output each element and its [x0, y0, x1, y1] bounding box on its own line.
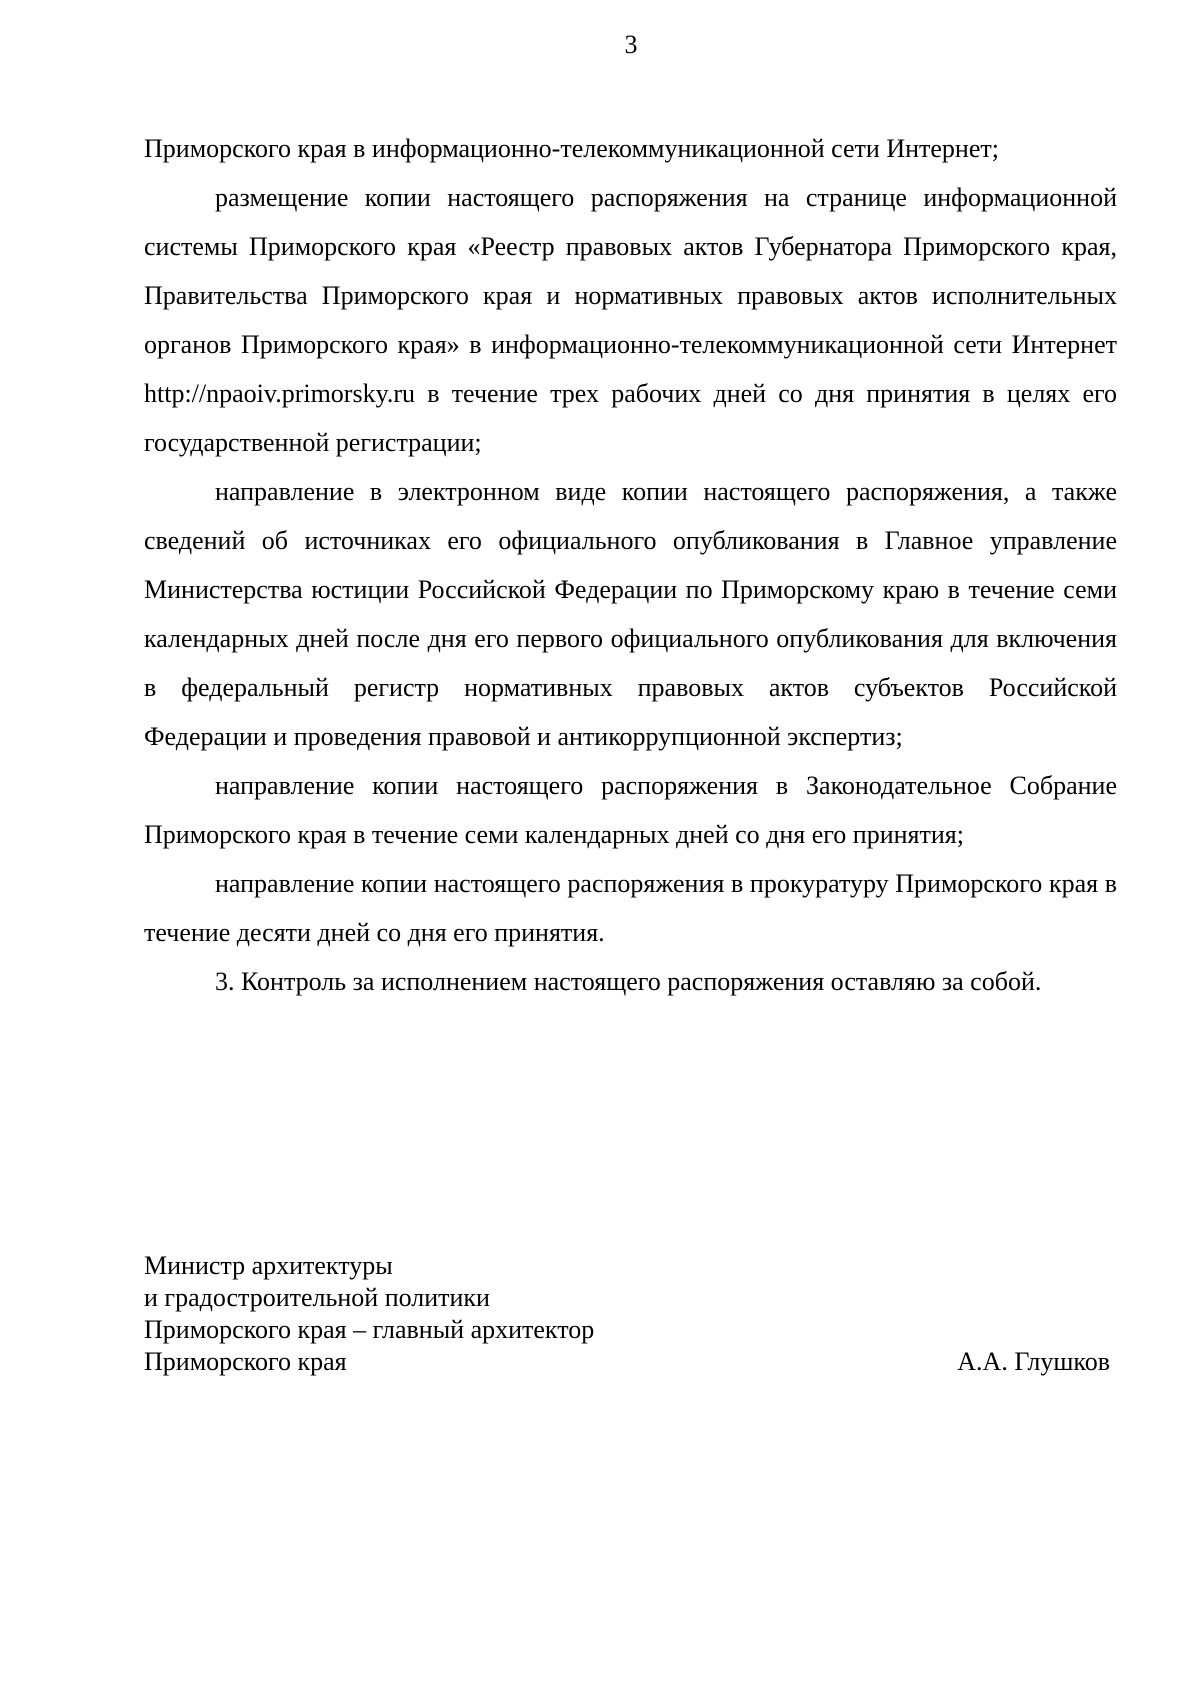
- page-number: 3: [624, 30, 638, 59]
- paragraph-ministry-of-justice: направление в электронном виде копии настоящего распоряжения, а также сведений об источниках его официального опубликования в Главное управление Министерства юстиции Российской Федерации по Приморскому краю в течение семи календарных дней после дня его первого официального опубликования для включения в федеральный регистр нормативных правовых актов субъектов Российской Федерации и проведения правовой и антикоррупционной экспертиз;: [144, 477, 1117, 751]
- signatory-name: А.А. Глушков: [957, 1347, 1110, 1376]
- signatory-title-line-3: Приморского края – главный архитектор: [144, 1315, 595, 1344]
- signatory-final-row: [144, 1346, 1110, 1378]
- paragraph-prosecutor: направление копии настоящего распоряжения в прокуратуру Приморского края в течение десяти дней со дня его принятия.: [144, 869, 1117, 947]
- paragraph-control: 3. Контроль за исполнением настоящего распоряжения оставляю за собой.: [215, 967, 1042, 996]
- signatory-title-line-1: Министр архитектуры: [144, 1251, 393, 1280]
- signatory-title-line-4: Приморского края: [144, 1347, 347, 1376]
- document-body: [144, 124, 1117, 1006]
- signature-block: [144, 1250, 1110, 1378]
- signatory-title-line-2: и градостроительной политики: [144, 1283, 490, 1312]
- paragraph-continuation: Приморского края в информационно-телекоммуникационной сети Интернет;: [144, 134, 999, 163]
- paragraph-registry-publication: размещение копии настоящего распоряжения на странице информационной системы Приморского края «Реестр правовых актов Губернатора Приморского края, Правительства Приморского края и нормативных правовых актов исполнительных органов Приморского края» в информационно-телекоммуникационной сети Интернет http://npaoiv.primorsky.ru в течение трех рабочих дней со дня принятия в целях его государственной регистрации;: [144, 183, 1117, 457]
- paragraph-legislative-assembly: направление копии настоящего распоряжения в Законодательное Собрание Приморского края в течение семи календарных дней со дня его принятия;: [144, 771, 1117, 849]
